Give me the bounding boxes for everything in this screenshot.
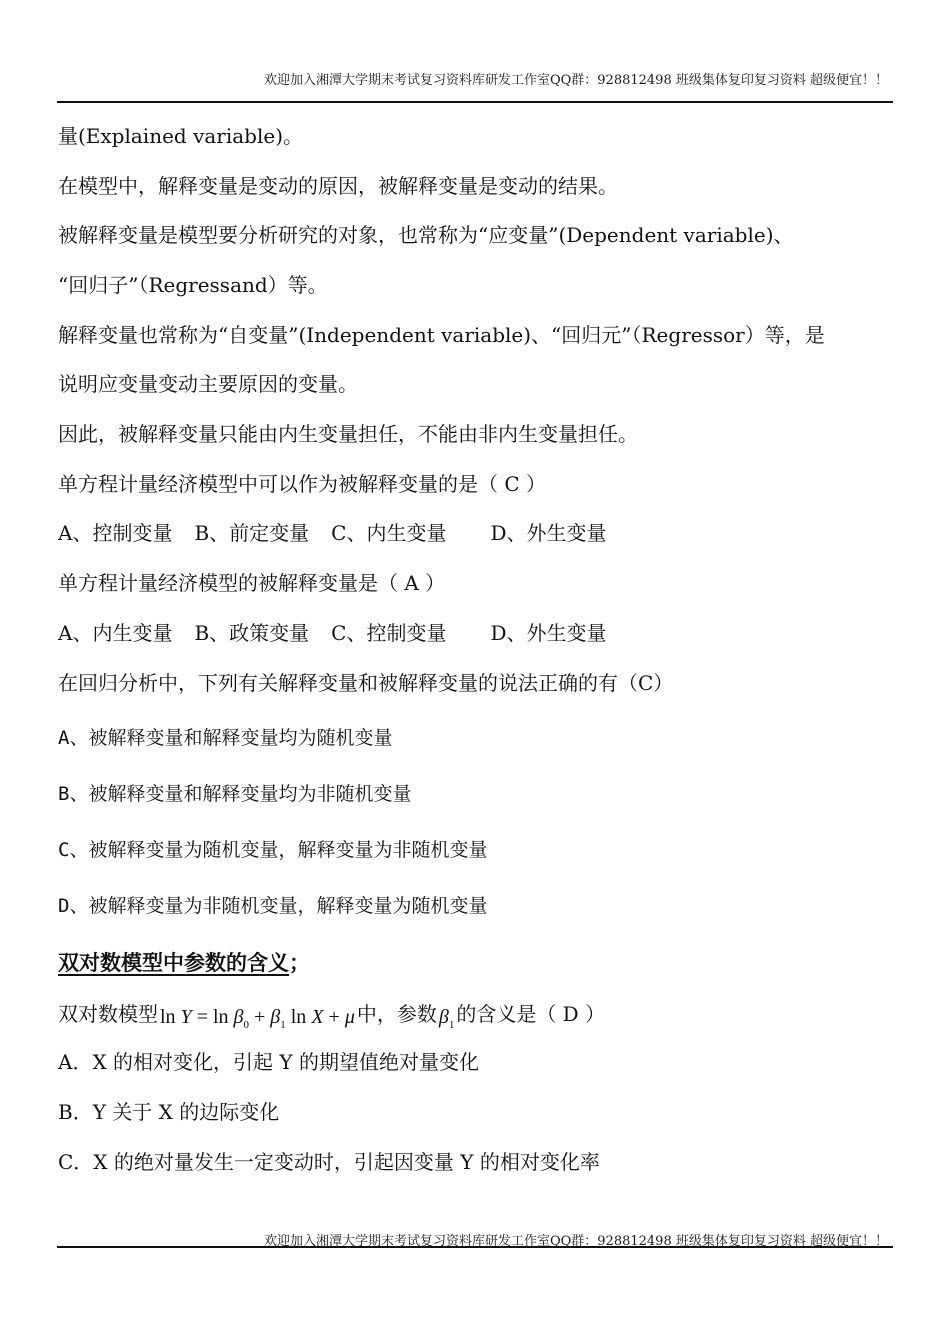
header-divider <box>57 101 893 103</box>
question-1-option-b: B、前定变量 <box>194 521 310 545</box>
question-3-stem: 在回归分析中，下列有关解释变量和被解释变量的说法正确的有（C） <box>58 671 674 695</box>
body-line-7: 因此，被解释变量只能由内生变量担任，不能由非内生变量担任。 <box>58 422 638 446</box>
question-2-options <box>58 617 607 646</box>
question-4-stem-mid: 中，参数 <box>356 1002 437 1026</box>
page-header: 欢迎加入湘潭大学期末考试复习资料库研发工作室QQ群：928812498 班级集体复印复习资料 超级便宜！！ <box>263 73 888 88</box>
question-1-stem: 单方程计量经济模型中可以作为被解释变量的是（ C ） <box>58 472 547 496</box>
question-3-option-a: A、被解释变量和解释变量均为随机变量 <box>58 727 393 749</box>
question-4-stem-pre: 双对数模型 <box>58 1002 158 1026</box>
question-2-option-b: B、政策变量 <box>194 621 310 645</box>
question-1-option-a: A、控制变量 <box>58 521 173 545</box>
body-line-1: 量(Explained variable)。 <box>58 124 304 148</box>
double-log-formula: $\ln Y = \ln \beta_0 + \beta_1$ ln X + μ <box>160 1006 355 1031</box>
body-line-4: “回归子”（Regressand）等。 <box>58 273 328 297</box>
section-title-suffix: ； <box>289 950 310 975</box>
question-4-option-c: C．X 的绝对量发生一定变动时，引起因变量 Y 的相对变化率 <box>58 1150 600 1174</box>
question-4-stem-post: 的含义是（ D ） <box>456 1002 606 1026</box>
section-heading <box>58 947 310 977</box>
question-4-option-a: A．X 的相对变化，引起 Y 的期望值绝对量变化 <box>58 1050 479 1074</box>
body-line-3: 被解释变量是模型要分析研究的对象，也常称为“应变量”(Dependent variable)、 <box>58 223 794 247</box>
question-2-option-a: A、内生变量 <box>58 621 173 645</box>
question-3-option-c: C、被解释变量为随机变量，解释变量为非随机变量 <box>58 839 488 861</box>
question-1-options <box>58 517 607 546</box>
question-3-option-d: D、被解释变量为非随机变量，解释变量为随机变量 <box>58 895 488 917</box>
question-4-option-b: B．Y 关于 X 的边际变化 <box>58 1100 280 1124</box>
question-3-option-b: B、被解释变量和解释变量均为非随机变量 <box>58 783 412 805</box>
question-2-stem: 单方程计量经济模型的被解释变量是（ A ） <box>58 571 446 595</box>
section-title: 双对数模型中参数的含义 <box>58 950 289 975</box>
footer-divider <box>57 1246 893 1248</box>
page-footer: 欢迎加入湘潭大学期末考试复习资料库研发工作室QQ群：928812498 班级集体复印复习资料 超级便宜！！ <box>263 1234 888 1249</box>
body-line-5: 解释变量也常称为“自变量”(Independent variable)、“回归元”（Regressor）等，是 <box>58 323 825 347</box>
body-line-2: 在模型中，解释变量是变动的原因，被解释变量是变动的结果。 <box>58 174 618 198</box>
question-1-option-d: D、外生变量 <box>490 521 607 545</box>
question-4-stem <box>58 998 605 1031</box>
question-1-option-c: C、内生变量 <box>331 521 447 545</box>
beta1-symbol: $\beta_1$ <box>438 1006 455 1031</box>
question-2-option-c: C、控制变量 <box>331 621 447 645</box>
body-line-6: 说明应变量变动主要原因的变量。 <box>58 372 358 396</box>
question-2-option-d: D、外生变量 <box>490 621 607 645</box>
